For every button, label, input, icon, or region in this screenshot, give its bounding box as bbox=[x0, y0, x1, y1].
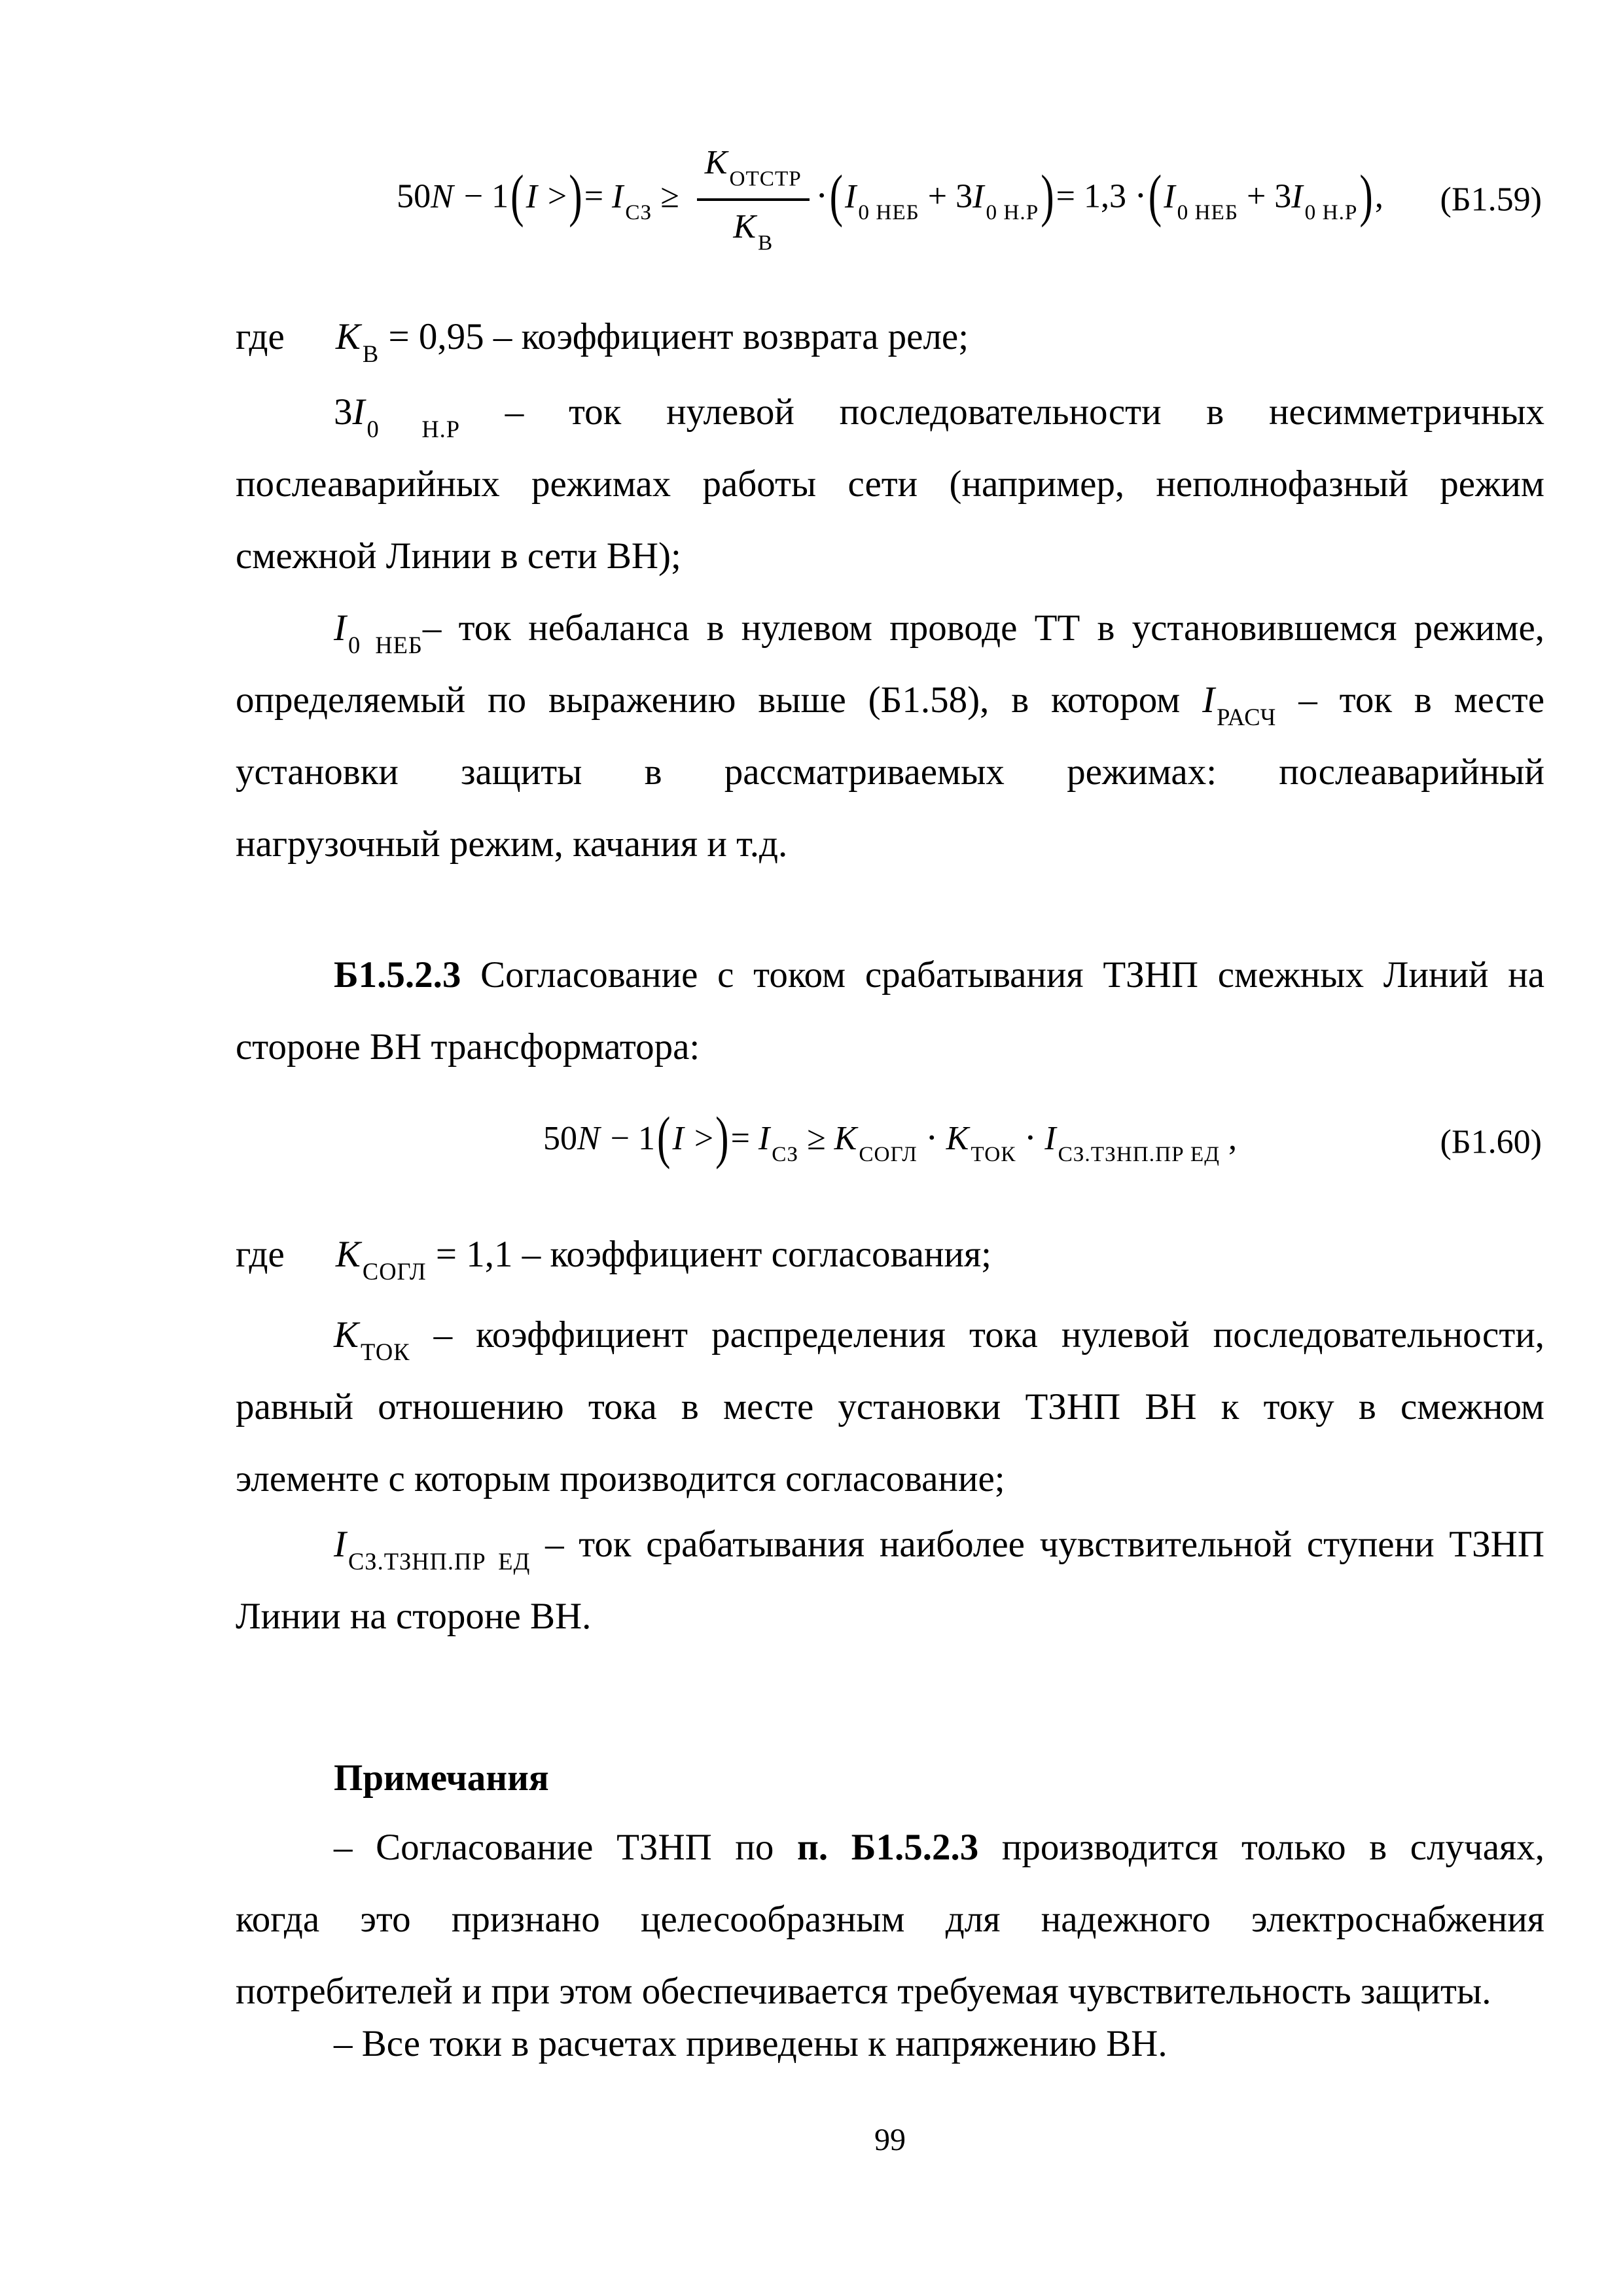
text-line bbox=[236, 1884, 1544, 1956]
text-run: = bbox=[584, 177, 613, 215]
text-run: – ток нулевой последовательности в несимметричных bbox=[460, 391, 1544, 433]
math-subscript: ОТСТР bbox=[729, 166, 802, 191]
text-run: + 3 bbox=[919, 177, 973, 215]
text-run: потребителей и при этом обеспечивается требуемая чувствительность защиты. bbox=[236, 1971, 1491, 2012]
text-run: – ток небаланса в нулевом проводе ТТ в установившемся режиме, bbox=[422, 607, 1544, 649]
text-run: ⋅ bbox=[815, 177, 828, 215]
math-variable: N bbox=[431, 177, 454, 215]
paren-icon: ( bbox=[829, 164, 844, 228]
formula-b1-60 bbox=[236, 1094, 1544, 1190]
formula-b1-59-body bbox=[397, 141, 1383, 258]
math-variable: K bbox=[334, 1314, 359, 1355]
note-item-1 bbox=[236, 1812, 1544, 2028]
text-run: элементе с которым производится согласование; bbox=[236, 1458, 1005, 1499]
paren-icon: ( bbox=[510, 164, 524, 228]
text-run: ⋅ bbox=[1016, 1120, 1045, 1158]
text-run: ⋅ bbox=[917, 1120, 946, 1158]
text-line bbox=[236, 1011, 1544, 1083]
math-subscript: СЗ.ТЗНП.ПР ЕД bbox=[348, 1548, 531, 1575]
paren-icon: ) bbox=[715, 1105, 729, 1171]
math-subscript: В bbox=[758, 230, 774, 255]
formula-b1-59 bbox=[236, 92, 1544, 308]
math-subscript: 0 Н.Р bbox=[1304, 200, 1358, 225]
note-item-2 bbox=[236, 2008, 1544, 2080]
where-clause-1 bbox=[236, 301, 1544, 373]
math-variable: I bbox=[526, 177, 537, 215]
math-variable: I bbox=[334, 607, 346, 649]
text-run: – Согласование ТЗНП по bbox=[334, 1827, 798, 1868]
formula-b1-60-body bbox=[543, 1105, 1237, 1171]
text-line bbox=[236, 1219, 1544, 1291]
text-run: 50 bbox=[397, 177, 431, 215]
text-run: , bbox=[1374, 177, 1383, 215]
text-run: – ток в месте bbox=[1276, 679, 1545, 721]
math-variable: I bbox=[672, 1120, 684, 1158]
fraction bbox=[697, 141, 810, 258]
text-line bbox=[236, 664, 1544, 736]
math-variable: I bbox=[352, 391, 365, 433]
text-run: – коэффициент распределения тока нулевой последовательности, bbox=[410, 1314, 1544, 1355]
math-variable: I bbox=[1164, 177, 1175, 215]
fraction-denominator bbox=[697, 198, 810, 259]
math-variable: K bbox=[335, 316, 361, 357]
text-run: – ток срабатывания наиболее чувствительной ступени ТЗНП bbox=[530, 1524, 1544, 1565]
math-subscript: СОГЛ bbox=[362, 1258, 427, 1285]
text-line bbox=[236, 1581, 1544, 1653]
fraction-numerator bbox=[697, 141, 810, 198]
text-run: установки защиты в рассматриваемых режимах: послеаварийный bbox=[236, 751, 1544, 793]
math-subscript: 0 НЕБ bbox=[858, 200, 919, 225]
text-run: > bbox=[685, 1120, 714, 1158]
math-variable: I bbox=[845, 177, 857, 215]
text-run: − 1 bbox=[601, 1120, 656, 1158]
notes-section bbox=[236, 1742, 1544, 1814]
text-line bbox=[236, 520, 1544, 592]
text-run: когда это признано целесообразным для надежного электроснабжения bbox=[236, 1899, 1544, 1940]
math-subscript: РАСЧ bbox=[1217, 704, 1277, 731]
math-subscript: ТОК bbox=[361, 1338, 410, 1366]
math-variable: K bbox=[704, 144, 728, 182]
text-run: послеаварийных режимах работы сети (например, неполнофазный режим bbox=[236, 463, 1544, 505]
text-run: , bbox=[1219, 1120, 1237, 1158]
math-variable: K bbox=[335, 1234, 361, 1275]
section-b1-5-2-3 bbox=[236, 939, 1544, 1083]
text-line bbox=[236, 376, 1544, 448]
math-subscript: СОГЛ bbox=[859, 1142, 918, 1167]
text-run: 50 bbox=[543, 1120, 578, 1158]
paren-icon: ( bbox=[1148, 164, 1162, 228]
math-subscript: ТОК bbox=[971, 1142, 1016, 1167]
math-subscript: 0 Н.Р bbox=[986, 200, 1039, 225]
notes-title: Примечания bbox=[334, 1757, 549, 1799]
text-run: нагрузочный режим, качания и т.д. bbox=[236, 823, 788, 865]
definition-i0neb bbox=[236, 592, 1544, 880]
math-variable: N bbox=[577, 1120, 600, 1158]
text-run: – Все токи в расчетах приведены к напряжению ВН. bbox=[334, 2023, 1168, 2064]
paren-icon: ) bbox=[1041, 164, 1054, 228]
math-variable: I bbox=[1044, 1120, 1056, 1158]
where-clause-2 bbox=[236, 1219, 1544, 1291]
text-run: = 1,1 – коэффициент согласования; bbox=[426, 1234, 992, 1275]
paren-icon: ) bbox=[569, 164, 582, 228]
text-run: > bbox=[539, 177, 567, 215]
math-variable: K bbox=[733, 208, 757, 245]
math-variable: I bbox=[972, 177, 984, 215]
text-line bbox=[236, 1812, 1544, 1884]
definition-ktok bbox=[236, 1299, 1544, 1515]
math-subscript: СЗ bbox=[772, 1142, 799, 1167]
definition-kv bbox=[335, 316, 969, 368]
text-run: стороне ВН трансформатора: bbox=[236, 1026, 700, 1067]
math-variable: I bbox=[1202, 679, 1215, 721]
page-number: 99 bbox=[874, 2123, 906, 2157]
text-run: = 0,95 – коэффициент возврата реле; bbox=[379, 316, 969, 357]
math-variable: K bbox=[834, 1120, 857, 1158]
text-run: равный отношению тока в месте установки ТЗНП ВН к току в смежном bbox=[236, 1386, 1544, 1427]
text-run: = 1,3 ⋅ bbox=[1056, 177, 1147, 215]
text-run: определяемый по выражению выше (Б1.58), в котором bbox=[236, 679, 1203, 721]
math-variable: K bbox=[946, 1120, 969, 1158]
text-run: ≥ bbox=[652, 177, 688, 215]
text-line bbox=[236, 301, 1544, 373]
text-run: производится только в случаях, bbox=[978, 1827, 1544, 1868]
text-line bbox=[236, 2008, 1544, 2080]
definition-ksogl bbox=[335, 1234, 992, 1285]
bold-text: Б1.5.2.3 bbox=[334, 954, 461, 996]
math-variable: I bbox=[334, 1524, 346, 1565]
text-run: смежной Линии в сети ВН); bbox=[236, 535, 681, 577]
math-subscript: В bbox=[362, 340, 380, 368]
text-line bbox=[236, 736, 1544, 808]
formula-b1-59-number: (Б1.59) bbox=[1440, 181, 1542, 219]
where-label: где bbox=[236, 1234, 285, 1275]
text-line bbox=[236, 939, 1544, 1011]
math-subscript: 0 Н.Р bbox=[366, 416, 461, 443]
text-line bbox=[236, 1443, 1544, 1515]
text-line bbox=[236, 1509, 1544, 1581]
math-subscript: СЗ.ТЗНП.ПР ЕД bbox=[1058, 1142, 1220, 1167]
math-subscript: 0 НЕБ bbox=[348, 632, 423, 659]
text-line bbox=[236, 808, 1544, 880]
text-run: = bbox=[730, 1120, 758, 1158]
math-variable: I bbox=[612, 177, 624, 215]
text-run: 3 bbox=[334, 391, 353, 433]
formula-b1-60-number: (Б1.60) bbox=[1440, 1123, 1542, 1161]
text-line bbox=[236, 592, 1544, 664]
where-label: где bbox=[236, 316, 285, 357]
text-run: Линии на стороне ВН. bbox=[236, 1596, 592, 1637]
text-run: ≥ bbox=[798, 1120, 834, 1158]
text-run: − 1 bbox=[455, 177, 509, 215]
paren-icon: ( bbox=[657, 1105, 671, 1171]
definition-3i0 bbox=[236, 376, 1544, 592]
text-line bbox=[236, 448, 1544, 520]
math-subscript: 0 НЕБ bbox=[1177, 200, 1238, 225]
text-line bbox=[236, 1299, 1544, 1371]
math-subscript: СЗ bbox=[625, 200, 652, 225]
text-run: + 3 bbox=[1238, 177, 1292, 215]
text-line bbox=[236, 1371, 1544, 1443]
paren-icon: ) bbox=[1359, 164, 1373, 228]
bold-text: п. Б1.5.2.3 bbox=[797, 1827, 979, 1868]
math-variable: I bbox=[1291, 177, 1303, 215]
text-run: Согласование с током срабатывания ТЗНП смежных Линий на bbox=[461, 954, 1544, 996]
math-variable: I bbox=[758, 1120, 770, 1158]
definition-isz-tznp bbox=[236, 1509, 1544, 1653]
